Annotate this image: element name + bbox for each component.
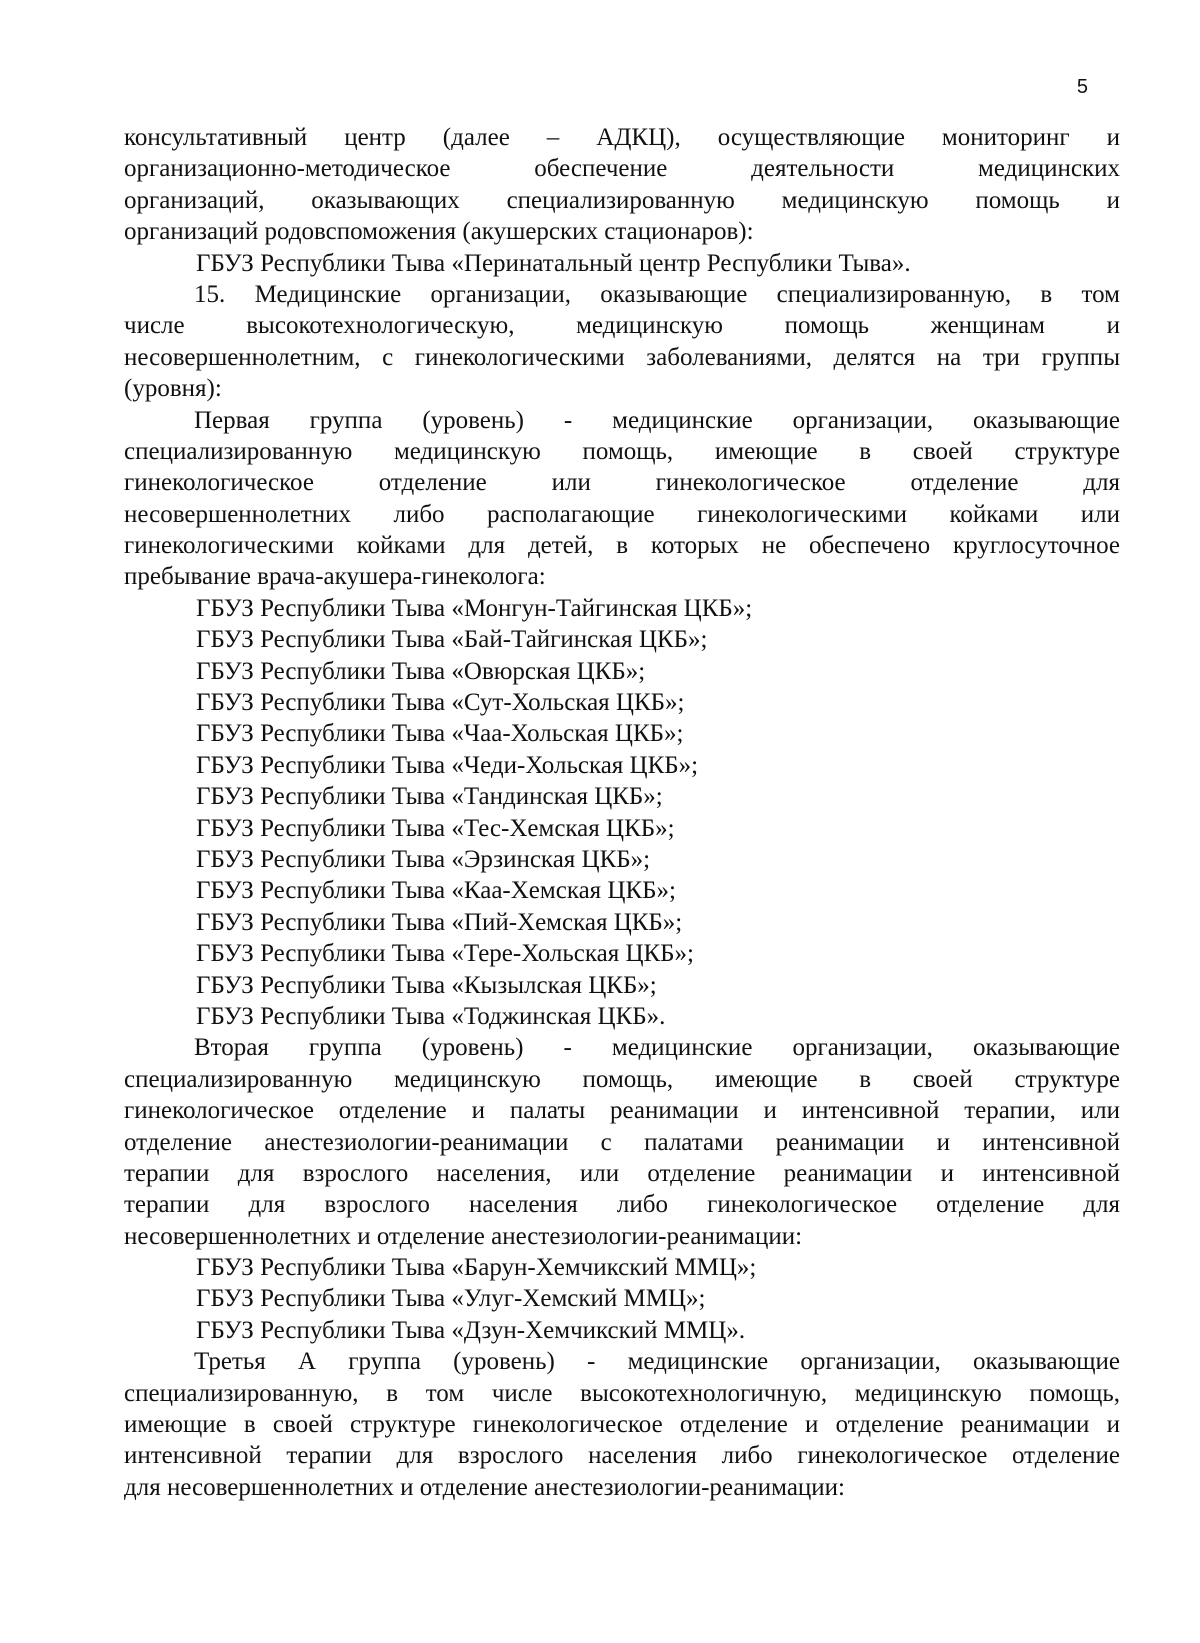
group-2-description xyxy=(124,1032,1120,1252)
text-line: 15. Медицинские организации, оказывающие специализированную, в том xyxy=(194,280,1120,308)
list-item: ГБУЗ Республики Тыва «Тере-Хольская ЦКБ»; xyxy=(196,940,694,968)
text-line: гинекологическими койками для детей, в которых не обеспечено круглосуточное xyxy=(124,532,1120,560)
list-item: ГБУЗ Республики Тыва «Бай-Тайгинская ЦКБ»; xyxy=(196,626,708,654)
page-number: 5 xyxy=(1076,76,1088,98)
perinatal-center-item: ГБУЗ Республики Тыва «Перинатальный центр Республики Тыва». xyxy=(196,249,911,277)
text-line: пребывание врача-акушера-гинеколога: xyxy=(124,563,546,591)
list-item: ГБУЗ Республики Тыва «Монгун-Тайгинская ЦКБ»; xyxy=(196,594,753,622)
group-1-description xyxy=(124,405,1120,593)
text-line: несовершеннолетних и отделение анестезиологии-реанимации: xyxy=(124,1222,803,1250)
list-item: ГБУЗ Республики Тыва «Эрзинская ЦКБ»; xyxy=(196,845,651,873)
list-item: ГБУЗ Республики Тыва «Барун-Хемчикский ММЦ»; xyxy=(196,1254,757,1282)
list-item: ГБУЗ Республики Тыва «Чаа-Хольская ЦКБ»; xyxy=(196,720,684,748)
list-item: ГБУЗ Республики Тыва «Тес-Хемская ЦКБ»; xyxy=(196,814,675,842)
text-line: гинекологическое отделение и палаты реанимации и интенсивной терапии, или xyxy=(124,1097,1120,1125)
text-line: имеющие в своей структуре гинекологическое отделение и отделение реанимации и xyxy=(124,1411,1120,1439)
list-item: ГБУЗ Республики Тыва «Тандинская ЦКБ»; xyxy=(196,783,663,811)
text-line: интенсивной терапии для взрослого населения либо гинекологическое отделение xyxy=(124,1442,1120,1470)
list-item: ГБУЗ Республики Тыва «Пий-Хемская ЦКБ»; xyxy=(196,908,683,936)
text-line: организаций родовспоможения (акушерских стационаров): xyxy=(124,218,754,246)
text-line: организационно-методическое обеспечение деятельности медицинских xyxy=(124,155,1120,183)
group-3a-description xyxy=(124,1346,1120,1503)
text-line: Первая группа (уровень) - медицинские организации, оказывающие xyxy=(194,406,1120,434)
document-body xyxy=(124,122,1120,1503)
text-line: несовершеннолетних либо располагающие гинекологическими койками или xyxy=(124,500,1120,528)
text-line: отделение анестезиологии-реанимации с палатами реанимации и интенсивной xyxy=(124,1128,1120,1156)
list-item: ГБУЗ Республики Тыва «Овюрская ЦКБ»; xyxy=(196,657,646,685)
list-item: ГБУЗ Республики Тыва «Дзун-Хемчикский ММЦ». xyxy=(196,1316,746,1344)
group-1-organizations-list xyxy=(124,593,1120,1032)
text-line: специализированную медицинскую помощь, имеющие в своей структуре xyxy=(124,1065,1120,1093)
text-line: Третья А группа (уровень) - медицинские организации, оказывающие xyxy=(194,1348,1120,1376)
list-item: ГБУЗ Республики Тыва «Кызылская ЦКБ»; xyxy=(196,971,657,999)
text-line: консультативный центр (далее – АДКЦ), осуществляющие мониторинг и xyxy=(124,124,1120,151)
text-line: организаций, оказывающих специализированную медицинскую помощь и xyxy=(124,186,1120,214)
paragraph-adkc xyxy=(124,122,1120,248)
text-line: (уровня): xyxy=(124,375,222,403)
list-item: ГБУЗ Республики Тыва «Тоджинская ЦКБ». xyxy=(196,1002,666,1030)
text-line: для несовершеннолетних и отделение анестезиологии-реанимации: xyxy=(124,1473,845,1501)
list-item: ГБУЗ Республики Тыва «Улуг-Хемский ММЦ»; xyxy=(196,1285,706,1313)
text-line: специализированную медицинскую помощь, имеющие в своей структуре xyxy=(124,437,1120,465)
list-item: ГБУЗ Республики Тыва «Сут-Хольская ЦКБ»; xyxy=(196,689,685,717)
text-line: гинекологическое отделение или гинекологическое отделение для xyxy=(124,469,1120,497)
list-item: ГБУЗ Республики Тыва «Каа-Хемская ЦКБ»; xyxy=(196,877,676,905)
text-line: несовершеннолетним, с гинекологическими заболеваниями, делятся на три группы xyxy=(124,343,1120,371)
text-line: числе высокотехнологическую, медицинскую помощь женщинам и xyxy=(124,312,1120,340)
text-line: специализированную, в том числе высокотехнологичную, медицинскую помощь, xyxy=(124,1379,1120,1407)
list-item: ГБУЗ Республики Тыва «Чеди-Хольская ЦКБ»; xyxy=(196,751,699,779)
group-2-organizations-list xyxy=(124,1252,1120,1346)
text-line: терапии для взрослого населения либо гинекологическое отделение для xyxy=(124,1191,1120,1219)
text-line: Вторая группа (уровень) - медицинские организации, оказывающие xyxy=(194,1034,1120,1062)
text-line: терапии для взрослого населения, или отделение реанимации и интенсивной xyxy=(124,1159,1120,1187)
paragraph-15 xyxy=(124,279,1120,405)
